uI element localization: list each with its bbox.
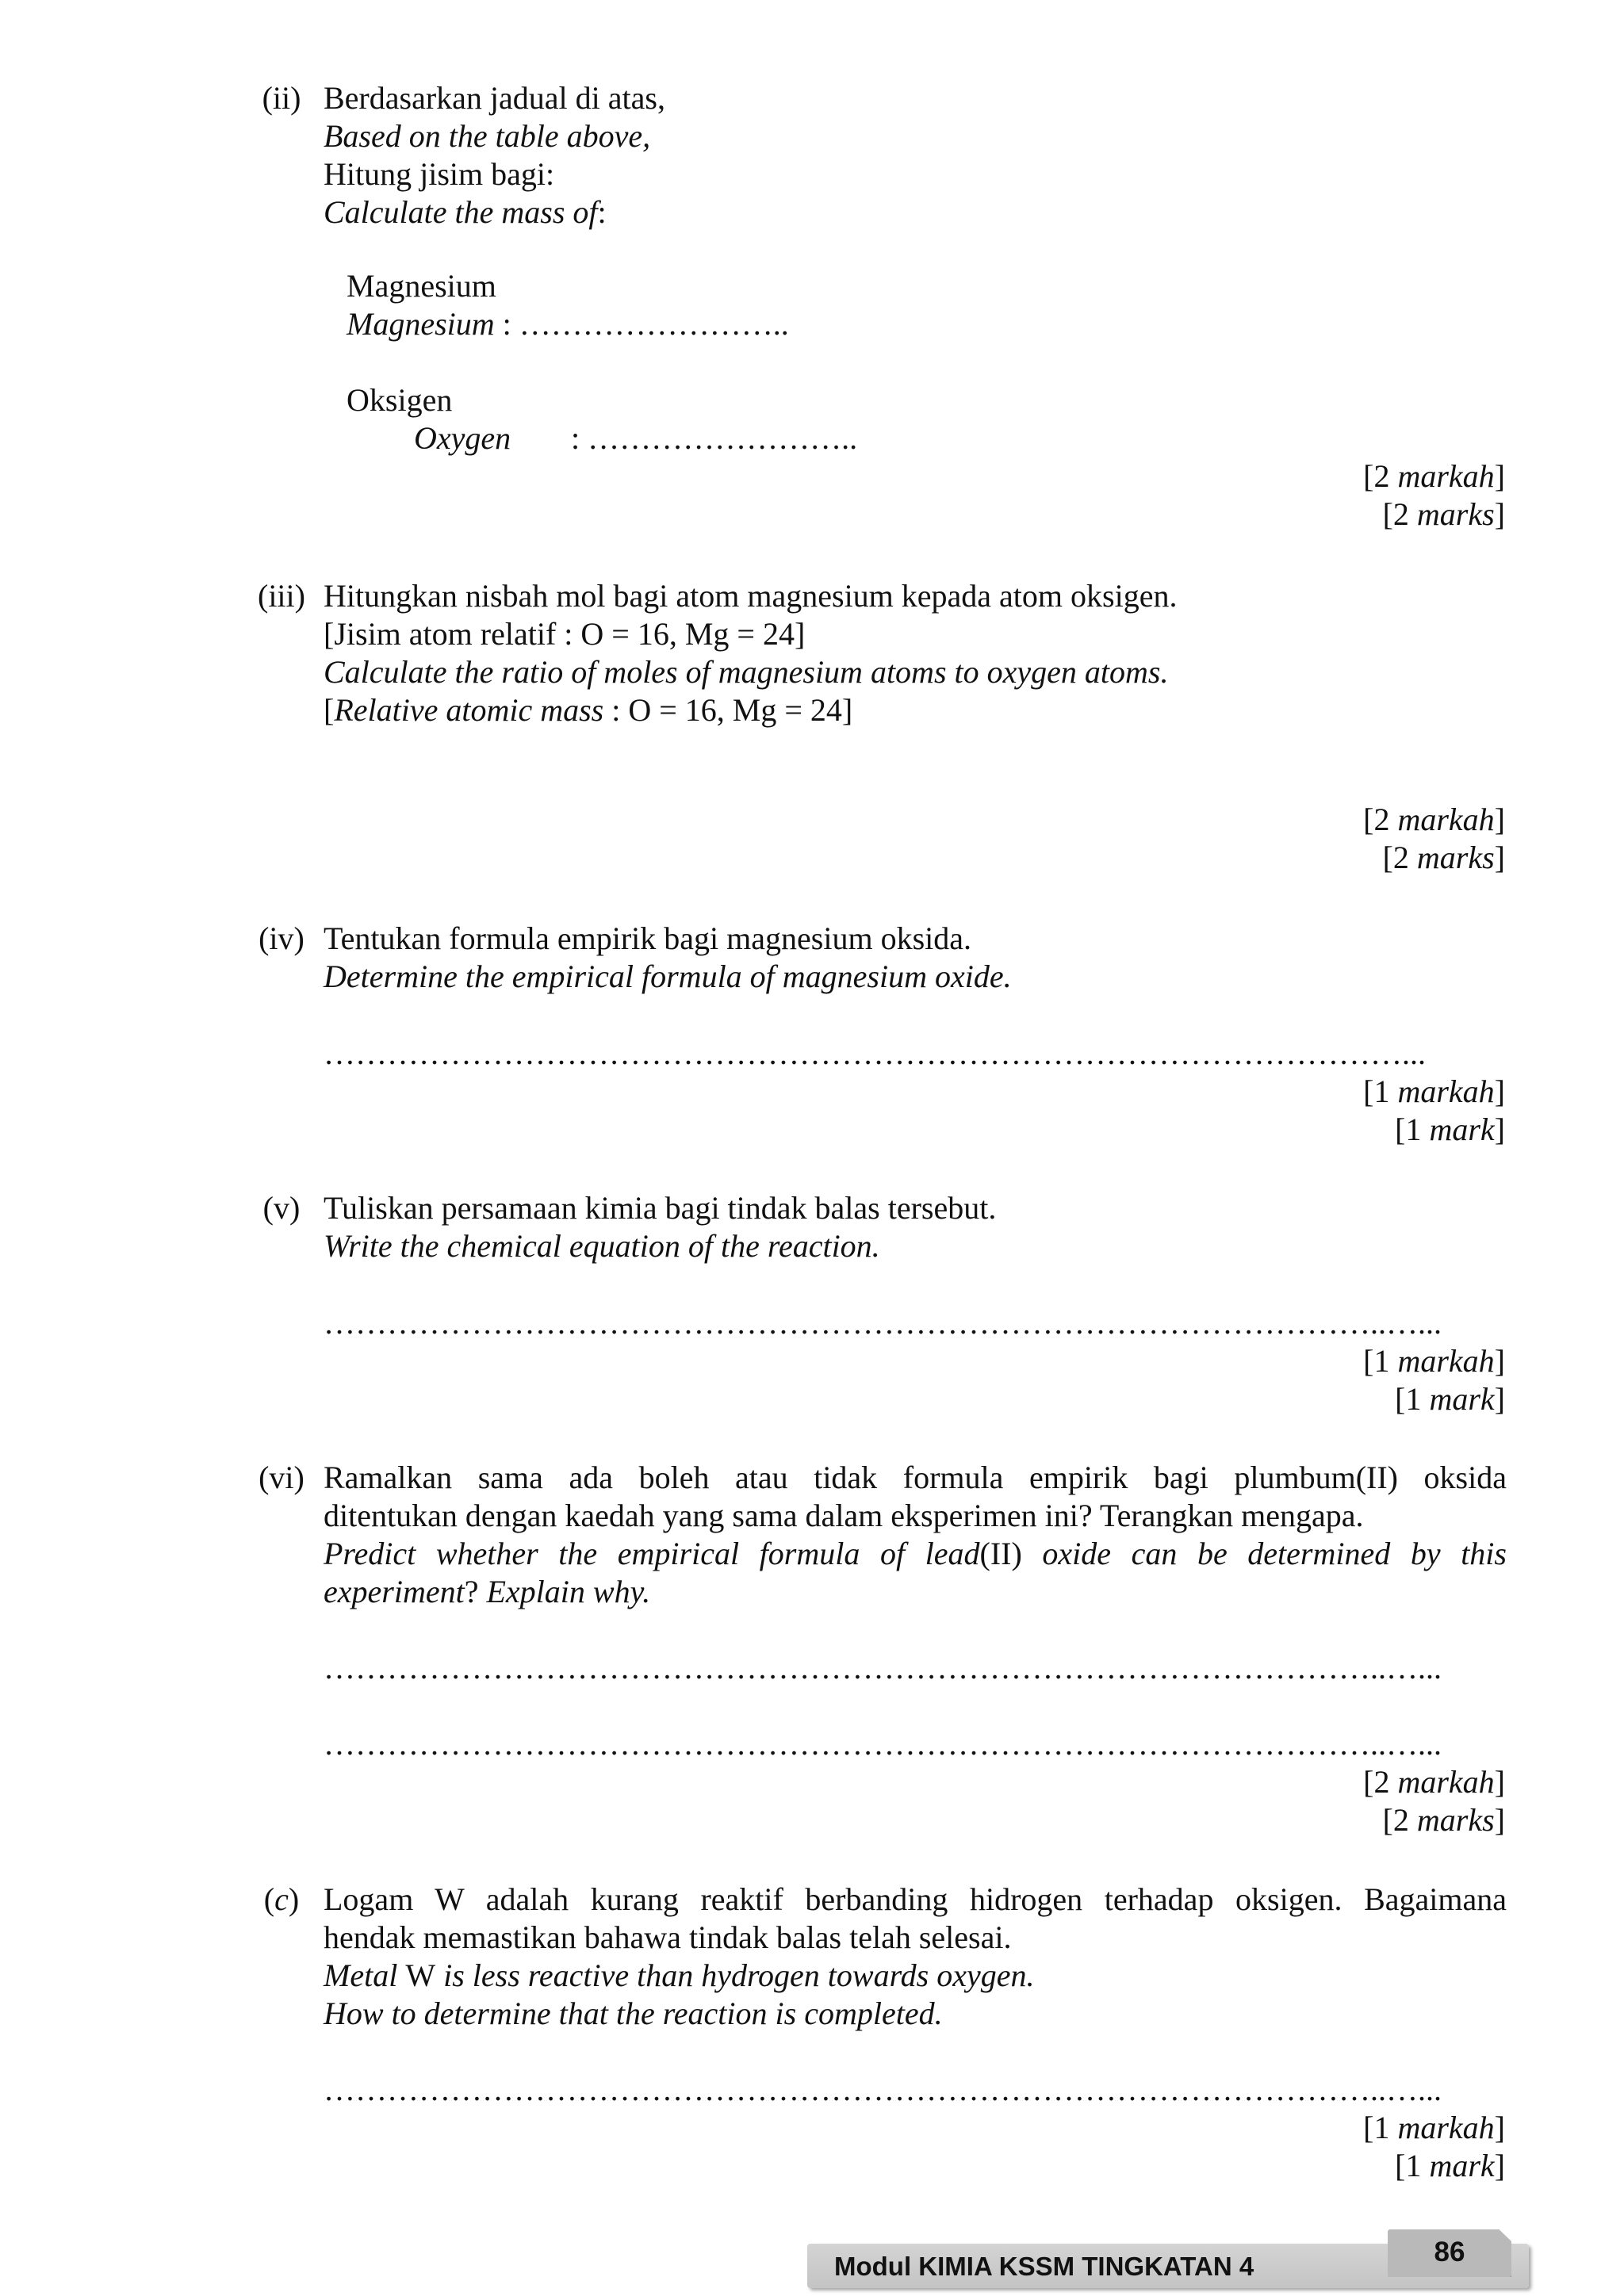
question-text-ms: hendak memastikan bahawa tindak balas telah selesai.: [324, 1919, 1012, 1955]
marks-en: [1 mark]: [1395, 1112, 1505, 1147]
question-text-ms: Hitungkan nisbah mol bagi atom magnesium kepada atom oksigen.: [324, 578, 1178, 614]
question-text-ms: Ramalkan sama ada boleh atau tidak formula empirik bagi plumbum(II) oksida: [324, 1460, 1507, 1495]
question-number: (v): [262, 1190, 301, 1226]
module-title: Modul KIMIA KSSM TINGKATAN 4: [834, 2252, 1254, 2281]
question-number: (ii): [262, 80, 301, 116]
question-c: [238, 1881, 1507, 2033]
oxygen-answer-dots: : ……………………..: [571, 420, 858, 456]
question-number: (vi): [259, 1460, 304, 1495]
magnesium-label-en: Magnesium: [347, 306, 495, 342]
marks-ms: [1 markah]: [1363, 1343, 1505, 1379]
magnesium-answer-line: [347, 305, 789, 343]
oxygen-label-ms: Oksigen: [347, 382, 453, 418]
answer-dots: : ……………………..: [494, 306, 789, 342]
question-text-en: Write the chemical equation of the reaction.: [324, 1228, 880, 1264]
question-text-ms: ditentukan dengan kaedah yang sama dalam eksperimen ini? Terangkan mengapa.: [324, 1498, 1364, 1533]
page-number: 86: [1434, 2237, 1465, 2267]
question-number: (iii): [258, 578, 305, 614]
answer-line[interactable]: ………………………………………………………………………………………..…...: [324, 1305, 1442, 1341]
question-text-ms: Tentukan formula empirik bagi magnesium oksida.: [324, 920, 972, 956]
marks-en: [2 marks]: [1382, 496, 1505, 532]
answer-line[interactable]: …………………………………………………………………………………………...: [324, 1035, 1426, 1071]
question-text-en: How to determine that the reaction is completed.: [324, 1996, 943, 2031]
question-text-ms: Tuliskan persamaan kimia bagi tindak balas tersebut.: [324, 1190, 997, 1226]
question-iii: [238, 577, 1507, 729]
question-text-en-italic: Calculate the mass of: [324, 194, 598, 230]
question-text-en: Based on the table above,: [324, 118, 651, 154]
question-text-ms: Logam W adalah kurang reaktif berbanding hidrogen terhadap oksigen. Bagaimana: [324, 1881, 1507, 1917]
marks-ms: [2 markah]: [1363, 1764, 1505, 1800]
marks-ms: [2 markah]: [1363, 458, 1505, 494]
marks-ms: [1 markah]: [1363, 2110, 1505, 2145]
oxygen-label-en: Oxygen: [414, 420, 511, 456]
question-iv: [238, 920, 1507, 996]
magnesium-label-ms: Magnesium: [347, 268, 496, 304]
question-number: (c): [263, 1881, 300, 1917]
relative-atomic-mass-en: [Relative atomic mass : O = 16, Mg = 24]: [324, 692, 853, 728]
question-text-en: Determine the empirical formula of magnesium oxide.: [324, 959, 1012, 994]
question-text-en: Metal W is less reactive than hydrogen towards oxygen.: [324, 1957, 1035, 1993]
answer-line[interactable]: ………………………………………………………………………………………..…...: [324, 2072, 1442, 2107]
marks-ms: [1 markah]: [1363, 1073, 1505, 1109]
relative-atomic-mass-ms: [Jisim atom relatif : O = 16, Mg = 24]: [324, 616, 806, 652]
marks-ms: [2 markah]: [1363, 802, 1505, 837]
question-text-en: [324, 193, 1507, 232]
answer-line[interactable]: ………………………………………………………………………………………..…...: [324, 1726, 1442, 1762]
question-v: [238, 1189, 1507, 1265]
marks-en: [2 marks]: [1382, 840, 1505, 875]
question-number: (iv): [259, 920, 304, 956]
marks-en: [1 mark]: [1395, 2148, 1505, 2183]
question-text-ms: Berdasarkan jadual di atas,: [324, 80, 665, 116]
question-text-en: Calculate the ratio of moles of magnesium atoms to oxygen atoms.: [324, 654, 1169, 690]
marks-en: [1 mark]: [1395, 1381, 1505, 1417]
question-vi: [238, 1459, 1507, 1611]
marks-en: [2 marks]: [1382, 1802, 1505, 1838]
question-text-en: Predict whether the empirical formula of lead(II) oxide can be determined by this: [324, 1536, 1507, 1571]
answer-line[interactable]: ………………………………………………………………………………………..…...: [324, 1650, 1442, 1686]
question-text-ms: Hitung jisim bagi:: [324, 156, 555, 192]
page-footer: [807, 2229, 1529, 2288]
question-text-en: experiment? Explain why.: [324, 1574, 651, 1609]
colon: :: [597, 194, 607, 230]
question-ii: [238, 79, 1507, 232]
